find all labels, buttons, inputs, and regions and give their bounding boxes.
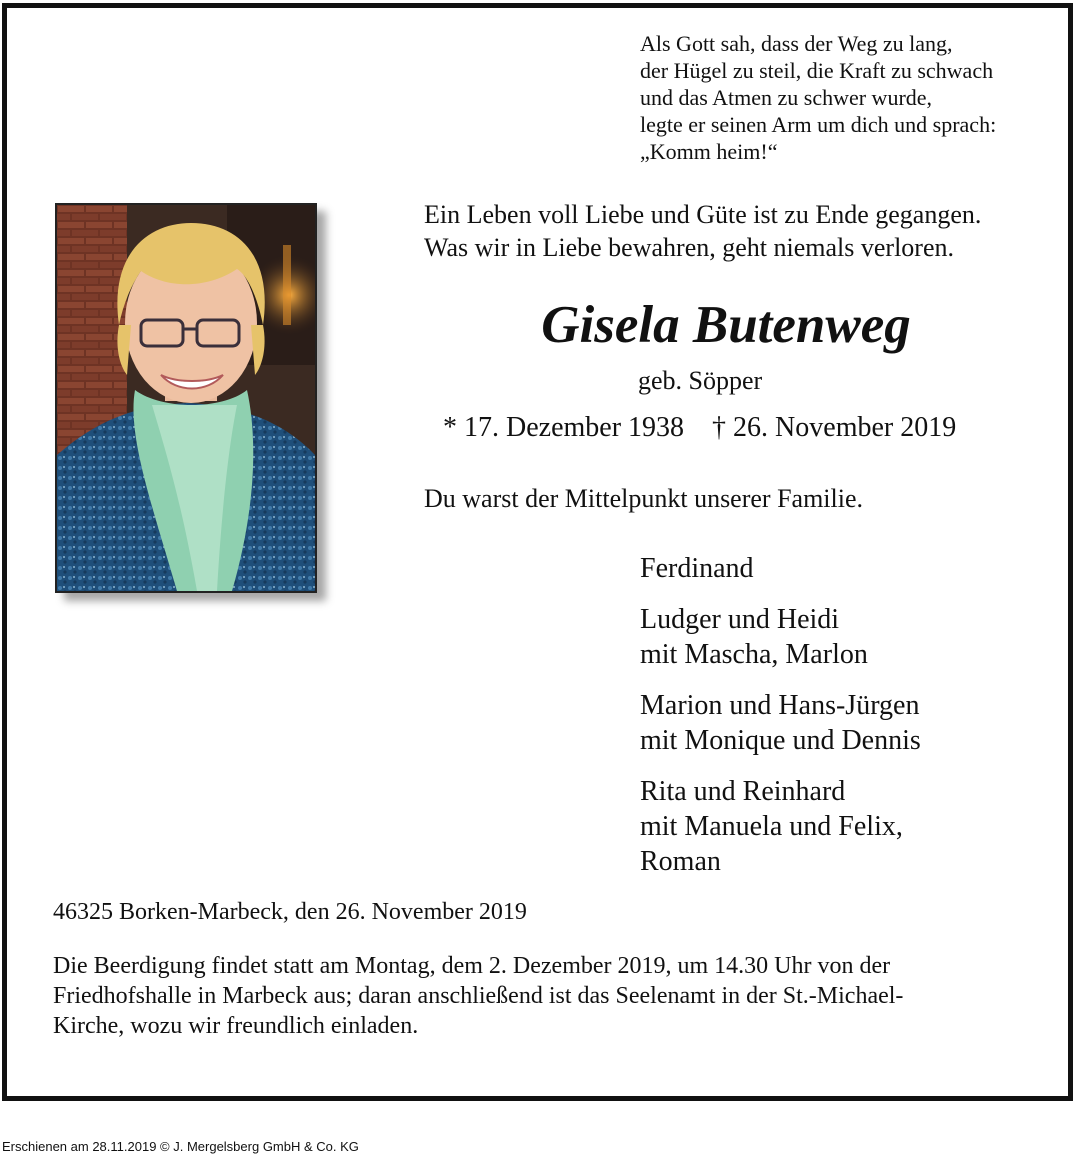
publication-footer: Erschienen am 28.11.2019 © J. Mergelsberg GmbH & Co. KG (2, 1139, 359, 1154)
family-group (640, 688, 921, 758)
birth-date: * 17. Dezember 1938 (443, 412, 685, 443)
poem (640, 30, 996, 165)
portrait-illustration (57, 205, 315, 591)
place-and-date: 46325 Borken-Marbeck, den 26. November 2019 (53, 899, 527, 925)
family-line: Ferdinand (640, 553, 754, 584)
portrait-image (55, 203, 317, 593)
family-list (640, 551, 921, 895)
family-line: Ludger und Heidi (640, 604, 840, 635)
poem-line: der Hügel zu steil, die Kraft zu schwach (640, 58, 994, 83)
maiden-name: geb. Söpper (638, 366, 763, 395)
funeral-notice (53, 951, 1021, 1041)
funeral-line: Die Beerdigung findet statt am Montag, dem 2. Dezember 2019, um 14.30 Uhr von der (53, 953, 891, 979)
funeral-line: Friedhofshalle in Marbeck aus; daran anschließend ist das Seelenamt in der St.-Michael- (53, 983, 904, 1009)
poem-line: „Komm heim!“ (640, 139, 778, 164)
poem-line: Als Gott sah, dass der Weg zu lang, (640, 31, 953, 56)
death-date: † 26. November 2019 (712, 412, 957, 443)
family-line: Roman (640, 846, 721, 877)
tribute-text: Du warst der Mittelpunkt unserer Familie. (424, 484, 864, 513)
family-group (640, 602, 921, 672)
family-line: Marion und Hans-Jürgen (640, 690, 920, 721)
family-line: mit Manuela und Felix, (640, 811, 903, 842)
family-line: Rita und Reinhard (640, 776, 846, 807)
life-dates (443, 410, 956, 446)
motto-line: Ein Leben voll Liebe und Güte ist zu Ende gegangen. (424, 200, 982, 229)
motto-line: Was wir in Liebe bewahren, geht niemals verloren. (424, 233, 954, 262)
family-group (640, 551, 921, 586)
funeral-line: Kirche, wozu wir freundlich einladen. (53, 1013, 419, 1039)
family-line: mit Monique und Dennis (640, 725, 921, 756)
motto (424, 198, 981, 264)
family-group (640, 774, 921, 879)
deceased-name: Gisela Butenweg (541, 296, 911, 354)
poem-line: und das Atmen zu schwer wurde, (640, 85, 933, 110)
family-line: mit Mascha, Marlon (640, 639, 868, 670)
poem-line: legte er seinen Arm um dich und sprach: (640, 112, 997, 137)
portrait-photo (55, 203, 317, 593)
